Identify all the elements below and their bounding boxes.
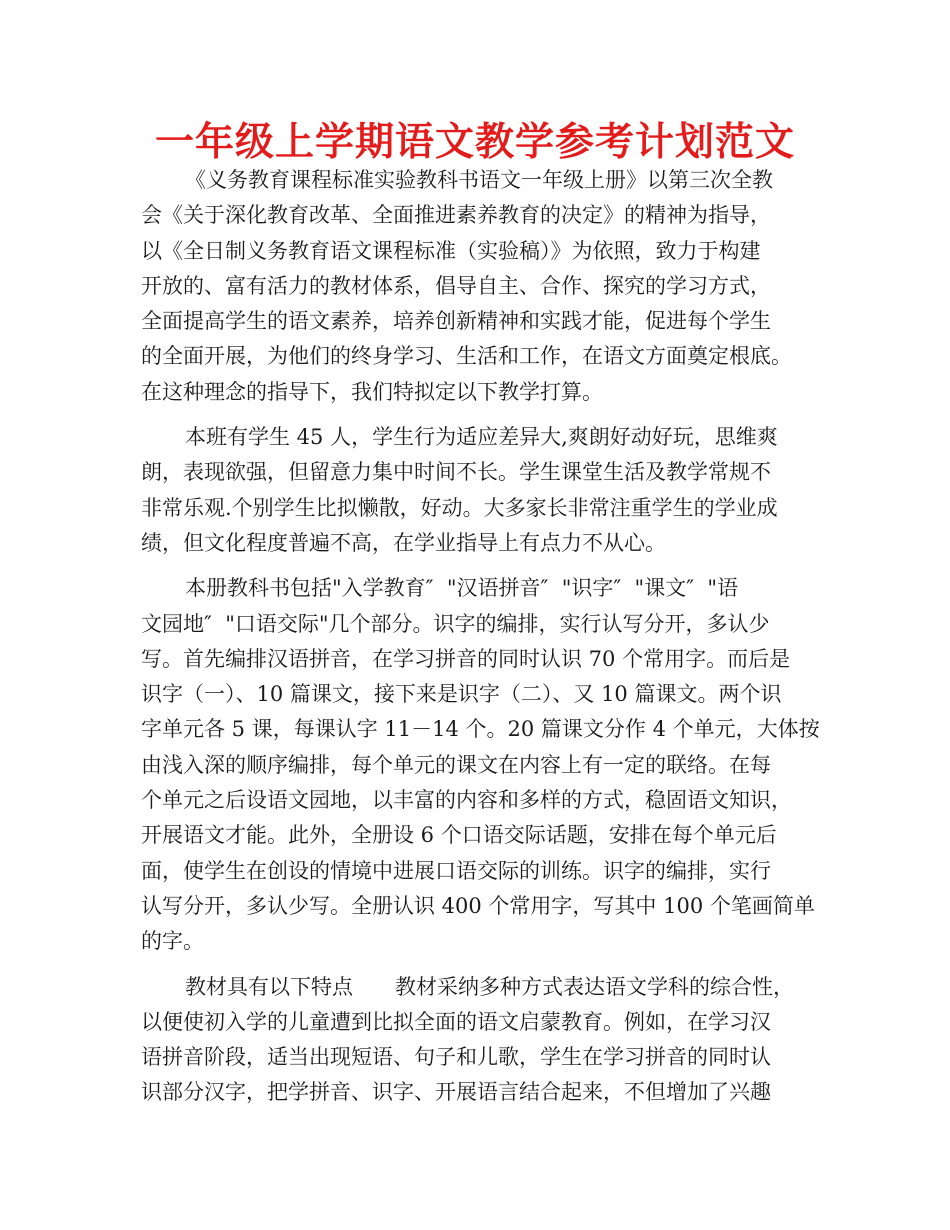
text-line: 绩，但文化程度普遍不高，在学业指导上有点力不从心。 [141,530,666,555]
paragraph-spacer [141,561,836,571]
paragraph-3 [141,571,836,959]
text-line: 全面提高学生的语文素养，培养创新精神和实践才能，促进每个学生 [141,309,771,334]
text-line: 会《关于深化教育改革、全面推进素养教育的决定》的精神为指导， [141,203,771,228]
text-line: 的字。 [141,929,204,954]
text-line: 写。首先编排汉语拼音，在学习拼音的同时认识 70 个常用字。而后是 [141,646,791,671]
text-line: 本册教科书包括"入学教育″ "汉语拼音″ "识字″ "课文″ "语 [185,576,739,601]
text-line: 开展语文才能。此外，全册设 6 个口语交际话题，安排在每个单元后 [141,823,777,848]
paragraph-spacer [141,410,836,420]
text-line: 认写分开，多认少写。全册认识 400 个常用字，写其中 100 个笔画简单 [141,893,815,918]
text-line: 的全面开展，为他们的终身学习、生活和工作，在语文方面奠定根底。 [141,344,792,369]
text-line: 以《全日制义务教育语文课程标准（实验稿）》为依照，致力于构建 [141,238,761,263]
paragraph-4 [141,970,836,1111]
text-line: 语拼音阶段，适当出现短语、句子和儿歌，学生在学习拼音的同时认 [141,1045,771,1070]
text-line: 个单元之后设语文园地，以丰富的内容和多样的方式，稳固语文知识， [141,788,792,813]
text-line: 《义务教育课程标准实验教科书语文一年级上册》以第三次全教 [185,168,773,192]
text-line: 在这种理念的指导下，我们特拟定以下教学打算。 [141,379,603,404]
text-line: 字单元各 5 课，每课认字 11－14 个。20 篇课文分作 4 个单元，大体按 [141,717,820,742]
document-title: 一年级上学期语文教学参考计划范文 [154,120,795,165]
text-line: 识部分汉字，把学拼音、识字、开展语言结合起来，不但增加了兴趣 [141,1080,771,1105]
document-body [141,163,836,1111]
text-line: 本班有学生 45 人，学生行为适应差异大,爽朗好动好玩，思维爽 [185,425,778,450]
text-line: 非常乐观.个别学生比拟懒散，好动。大多家长非常注重学生的学业成 [141,495,778,520]
text-line: 由浅入深的顺序编排，每个单元的课文在内容上有一定的联络。在每 [141,752,771,777]
text-line: 朗，表现欲强，但留意力集中时间不长。学生课堂生活及教学常规不 [141,460,771,485]
paragraph-1 [141,163,836,410]
text-line: 识字（一）、10 篇课文，接下来是识字（二）、又 10 篇课文。两个识 [141,682,782,707]
text-line: 教材具有以下特点 教材采纳多种方式表达语文学科的综合性， [185,974,794,999]
text-line: 文园地″ "口语交际"几个部分。识字的编排，实行认写分开，多认少 [141,611,770,636]
text-line: 以便使初入学的儿童遭到比拟全面的语文启蒙教育。例如，在学习汉 [141,1009,771,1034]
text-line: 开放的、富有活力的教材体系，倡导自主、合作、探究的学习方式， [141,273,771,298]
paragraph-spacer [141,960,836,970]
paragraph-2 [141,420,836,561]
text-line: 面，使学生在创设的情境中进展口语交际的训练。识字的编排，实行 [141,858,771,883]
